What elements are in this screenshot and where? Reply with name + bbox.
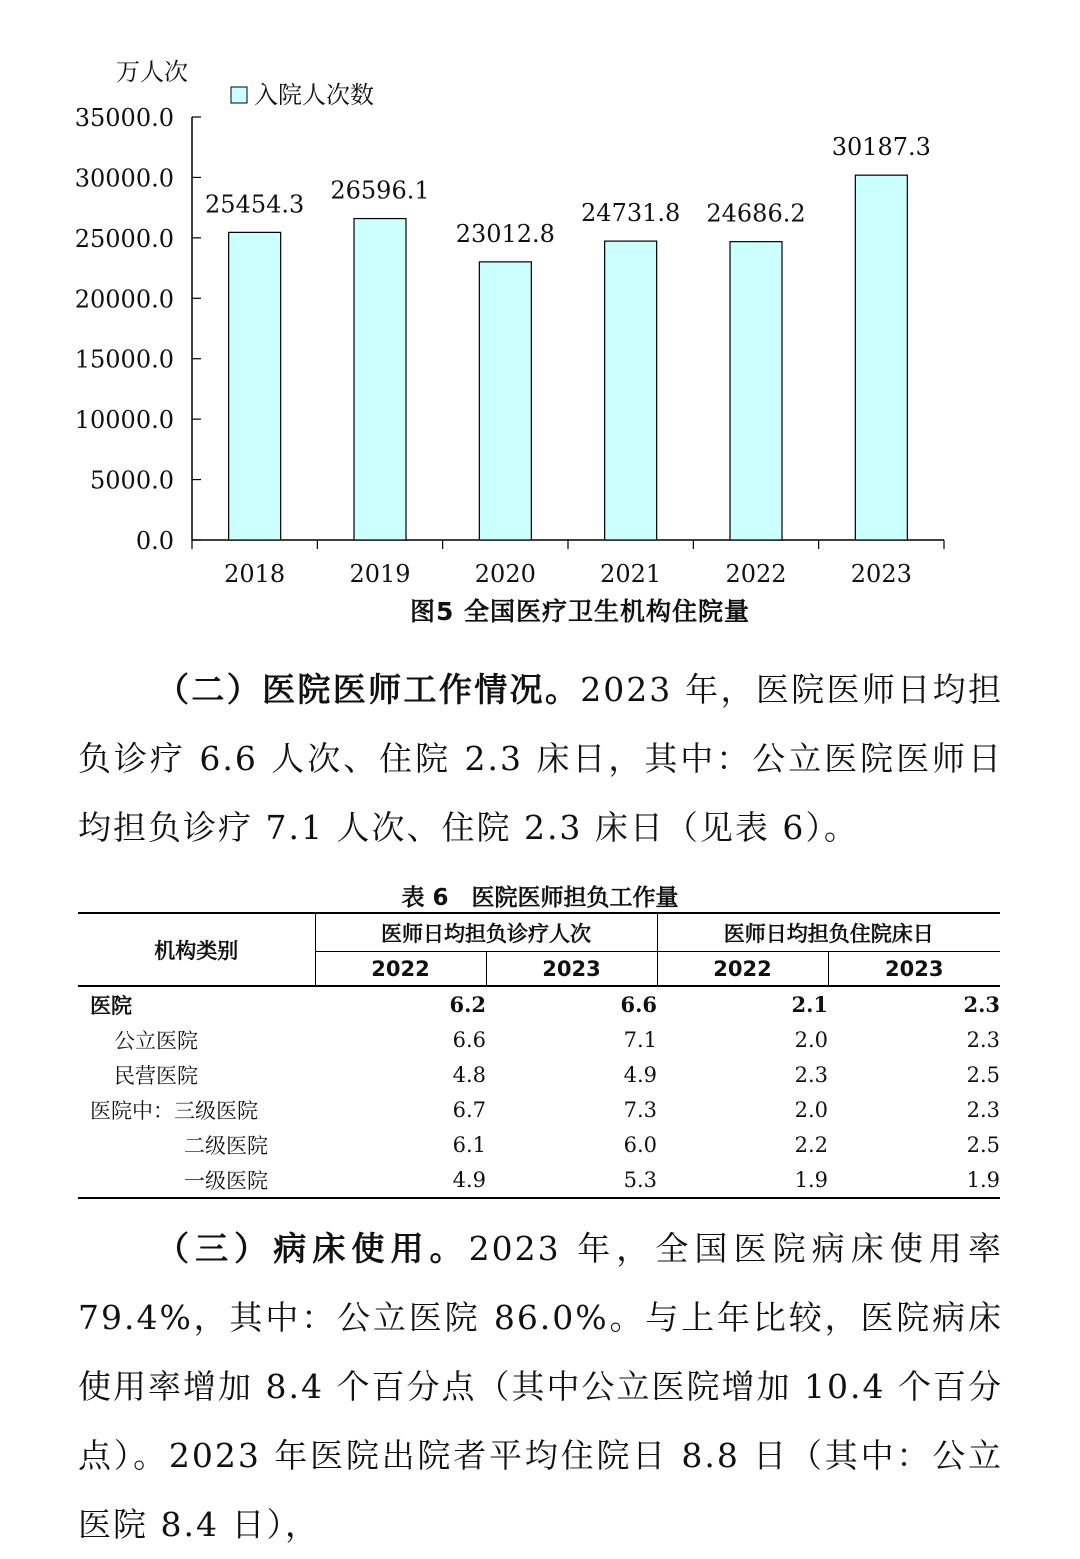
bar-value-label: 24686.2 [706, 199, 806, 228]
figure-caption: 图5 全国医疗卫生机构住院量 [409, 597, 751, 626]
cell-value: 6.7 [452, 1097, 486, 1122]
cell-value: 4.9 [623, 1062, 657, 1087]
row-label: 一级医院 [78, 1162, 315, 1198]
x-tick-label: 2021 [600, 560, 662, 588]
row-label: 二级医院 [184, 1133, 268, 1158]
y-tick-label: 20000.0 [74, 285, 174, 314]
cell-value: 7.3 [623, 1097, 657, 1122]
bar [479, 262, 531, 540]
col-group-inpatient: 医师日均担负住院床日 [657, 913, 1000, 952]
y-tick-label: 0.0 [135, 527, 174, 555]
cell-value: 1.9 [828, 1162, 1000, 1198]
bar [354, 219, 406, 540]
chart-bars [205, 133, 931, 540]
bar-value-label: 25454.3 [205, 190, 305, 219]
cell-value: 6.6 [452, 1027, 486, 1052]
section-2-paragraph [78, 655, 1003, 862]
table-row [78, 1127, 1000, 1162]
col-header-year: 2022 [315, 952, 486, 987]
cell-value: 2.1 [791, 992, 828, 1017]
cell-value: 5.3 [486, 1162, 657, 1198]
section-3-paragraph [78, 1214, 1003, 1559]
col-group-outpatient: 医师日均担负诊疗人次 [315, 913, 657, 952]
row-label: 医院 [90, 993, 132, 1018]
bar [605, 241, 657, 540]
table-6 [78, 912, 1000, 1199]
row-label: 医院中：三级医院 [90, 1098, 258, 1123]
table-row [78, 1057, 1000, 1092]
cell-value: 4.9 [315, 1162, 486, 1198]
y-tick-label: 25000.0 [74, 224, 174, 253]
col-header-year: 2023 [828, 952, 1000, 987]
x-tick-label: 2022 [725, 560, 787, 588]
cell-value: 4.8 [452, 1062, 486, 1087]
cell-value: 6.6 [620, 992, 657, 1017]
x-tick-label: 2023 [850, 560, 912, 588]
cell-value: 6.2 [449, 992, 486, 1017]
table-row [78, 986, 1000, 1022]
table-row [78, 1092, 1000, 1127]
bar [229, 232, 281, 540]
y-tick-label: 15000.0 [74, 345, 174, 374]
x-tick-label: 2019 [349, 560, 411, 588]
cell-value: 2.5 [966, 1062, 1000, 1087]
bar [855, 175, 907, 540]
legend-swatch [231, 87, 247, 103]
cell-value: 2.3 [794, 1062, 828, 1087]
cell-value: 1.9 [657, 1162, 828, 1198]
col-header-year: 2023 [486, 952, 657, 987]
col-header-year: 2022 [657, 952, 828, 987]
x-tick-label: 2020 [474, 560, 536, 588]
bar-value-label: 30187.3 [831, 133, 931, 162]
y-tick-label: 10000.0 [74, 406, 174, 435]
bar-value-label: 24731.8 [581, 199, 681, 228]
legend-label: 入院人次数 [254, 81, 374, 109]
cell-value: 2.0 [794, 1027, 828, 1052]
section-3-heading: （三）病床使用。 [156, 1229, 469, 1268]
section-2-heading: （二）医院医师工作情况。 [156, 670, 581, 709]
cell-value: 6.1 [452, 1132, 486, 1157]
y-axis-unit-label: 万人次 [116, 58, 188, 86]
table-row [78, 1022, 1000, 1057]
y-tick-label: 30000.0 [74, 164, 174, 193]
col-header-category: 机构类别 [78, 913, 315, 986]
cell-value: 2.3 [966, 1027, 1000, 1052]
section-3-text: 2023 年，全国医院病床使用率 79.4%，其中：公立医院 86.0%。与上年比较，医院病床使用率增加 8.4 个百分点（其中公立医院增加 10.4 个百分点）。2023 年医院出院者平均住院日 8.8 日（其中：公立医院 8.4 日）， [78, 1229, 1003, 1544]
cell-value: 6.0 [623, 1132, 657, 1157]
cell-value: 7.1 [623, 1027, 657, 1052]
cell-value: 2.0 [794, 1097, 828, 1122]
y-tick-label: 5000.0 [90, 466, 174, 495]
cell-value: 2.5 [966, 1132, 1000, 1157]
row-label: 公立医院 [114, 1028, 198, 1053]
table-row [78, 1162, 1000, 1198]
bar [730, 242, 782, 540]
x-tick-label: 2018 [224, 560, 286, 588]
cell-value: 2.3 [966, 1097, 1000, 1122]
bar-value-label: 23012.8 [455, 219, 555, 248]
cell-value: 2.2 [794, 1132, 828, 1157]
section-2-text: 2023 年，医院医师日均担负诊疗 6.6 人次、住院 2.3 床日，其中：公立医院医师日均担负诊疗 7.1 人次、住院 2.3 床日（见表 6）。 [78, 670, 1003, 847]
bar-value-label: 26596.1 [330, 176, 430, 205]
table-6-title: 表 6 医院医师担负工作量 [401, 885, 679, 911]
y-tick-label: 35000.0 [74, 104, 174, 132]
inpatient-bar-chart [0, 0, 1080, 590]
row-label: 民营医院 [114, 1063, 198, 1088]
cell-value: 2.3 [963, 992, 1000, 1017]
